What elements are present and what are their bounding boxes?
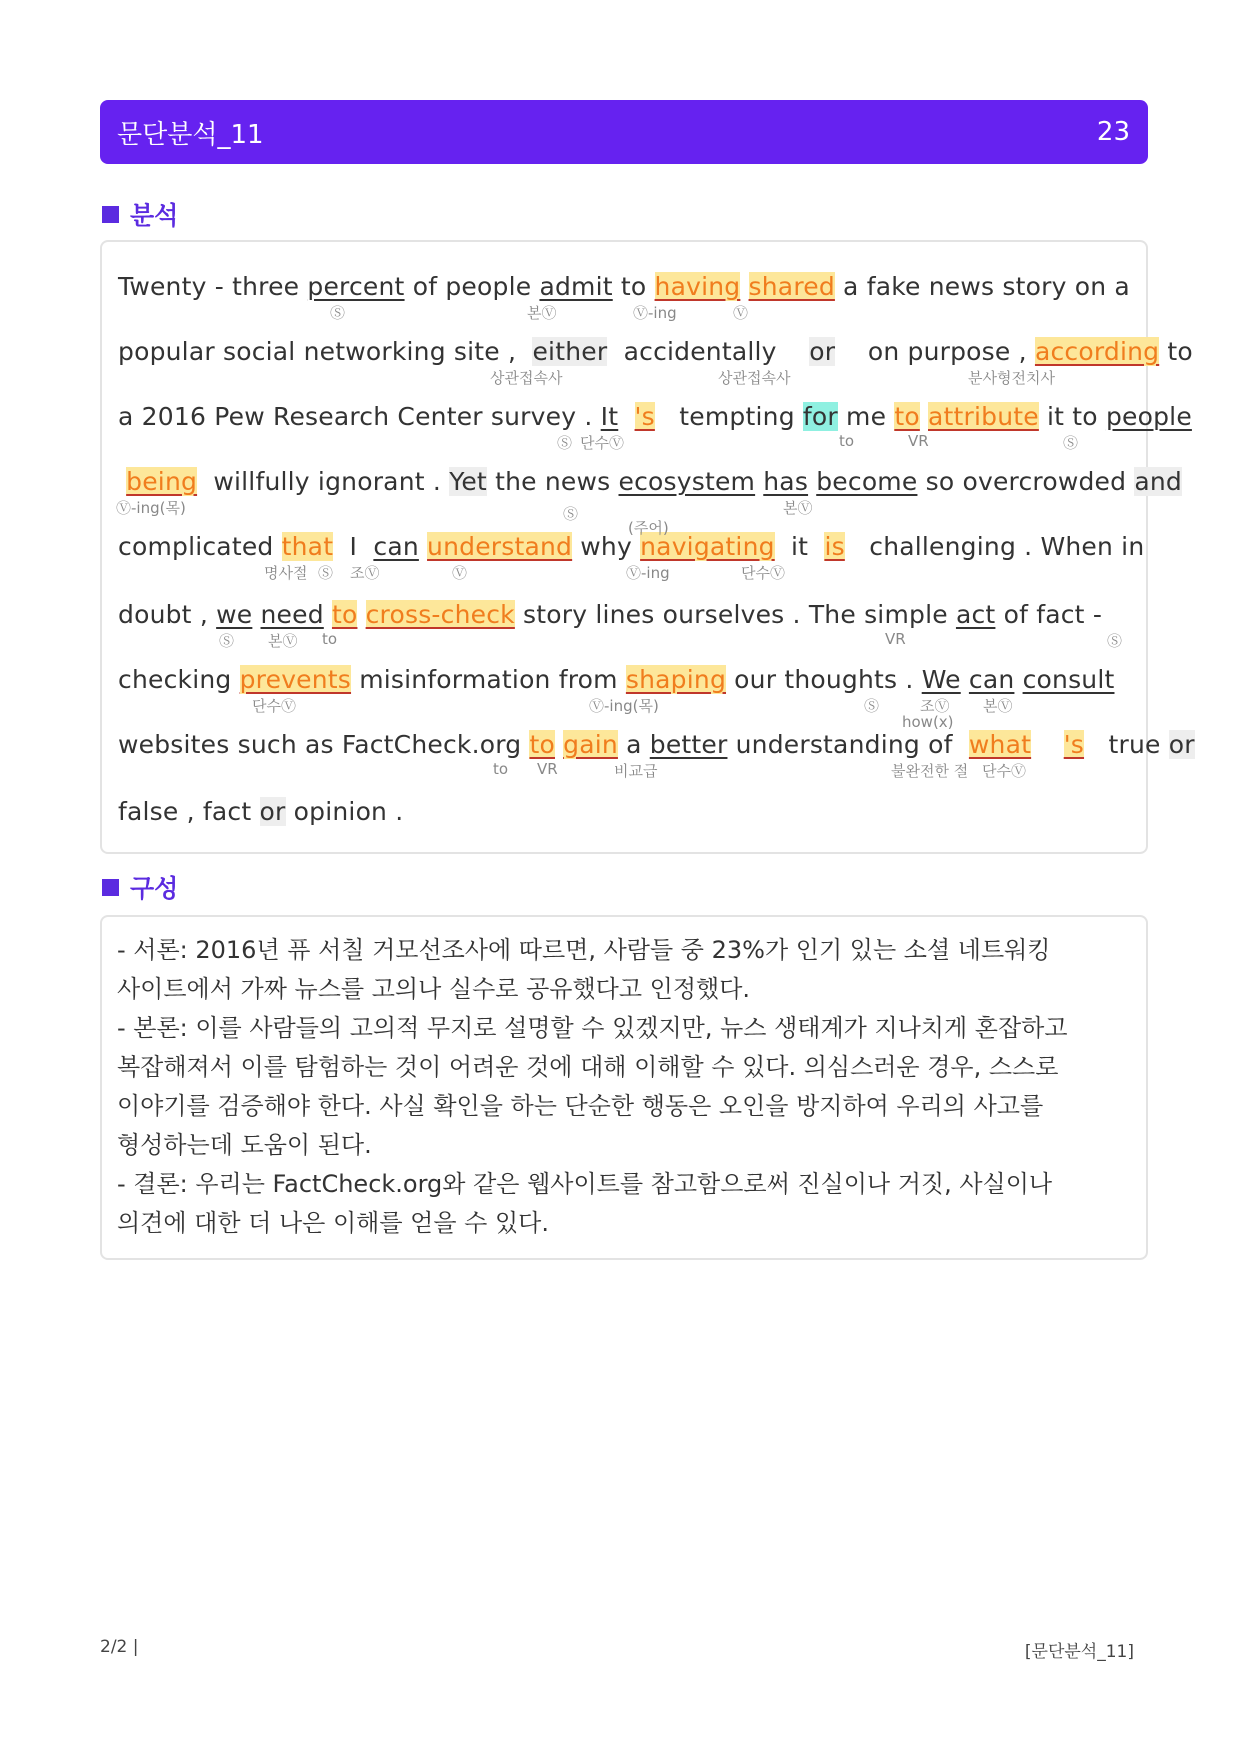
grammar-label: how(x) xyxy=(902,713,954,731)
text-run: so overcrowded xyxy=(917,467,1135,496)
text-run: on purpose , xyxy=(835,337,1035,366)
text-run: checking xyxy=(118,665,240,694)
grammar-label: Ⓥ xyxy=(452,564,468,582)
grammar-label: to xyxy=(839,432,855,450)
text-run: to xyxy=(1159,337,1193,366)
grammar-label: Ⓢ xyxy=(563,505,579,523)
marked-word: attribute xyxy=(928,402,1039,431)
marked-word: either xyxy=(532,337,608,366)
marked-word: has xyxy=(763,467,809,496)
grammar-label: VR xyxy=(885,630,906,648)
grammar-label: 비교급 xyxy=(614,762,658,780)
marked-word: percent xyxy=(307,272,405,301)
text-run: tempting xyxy=(654,402,803,431)
text-run: doubt , xyxy=(118,600,217,629)
text-run: a xyxy=(617,730,650,759)
grammar-label: Ⓥ xyxy=(733,304,749,322)
grammar-label: to xyxy=(322,630,338,648)
text-run xyxy=(357,600,365,629)
text-run: complicated xyxy=(118,532,282,561)
structure-line: 형성하는데 도움이 된다. xyxy=(117,1131,372,1159)
analysis-line xyxy=(118,337,1193,366)
page-title: 문단분석_11 xyxy=(117,119,264,150)
text-run: of fact - xyxy=(995,600,1103,629)
marked-word: become xyxy=(816,467,918,496)
grammar-label: 분사형전치사 xyxy=(968,369,1055,387)
analysis-line xyxy=(118,797,403,826)
text-run: me xyxy=(837,402,895,431)
marked-word: to xyxy=(529,730,555,759)
grammar-label: (주어) xyxy=(628,519,669,537)
text-run xyxy=(419,532,427,561)
text-run: why xyxy=(572,532,641,561)
analysis-line xyxy=(118,665,1114,694)
marked-word: being xyxy=(126,467,198,496)
grammar-label: Ⓢ xyxy=(318,564,334,582)
marked-word: can xyxy=(968,665,1015,694)
marked-word: understand xyxy=(427,532,573,561)
text-run xyxy=(1014,665,1022,694)
marked-word: to xyxy=(331,600,358,629)
text-run: challenging . When in xyxy=(844,532,1145,561)
marked-word: cross-check xyxy=(365,600,515,629)
footer-doc-label: [문단분석_11] xyxy=(1024,1642,1134,1662)
marked-word: need xyxy=(260,600,324,629)
marked-word: can xyxy=(373,532,419,561)
text-run xyxy=(618,402,634,431)
grammar-label: 단수Ⓥ xyxy=(580,434,624,452)
marked-word: consult xyxy=(1022,665,1115,694)
grammar-label: Ⓥ-ing(목) xyxy=(589,697,659,715)
marked-word: what xyxy=(968,730,1032,759)
marked-word: navigating xyxy=(640,532,775,561)
grammar-label: Ⓢ xyxy=(219,632,235,650)
text-run xyxy=(324,600,332,629)
marked-word: or xyxy=(259,797,286,826)
marked-word: ecosystem xyxy=(618,467,756,496)
text-run: understanding of xyxy=(727,730,969,759)
marked-word: shaping xyxy=(625,665,727,694)
grammar-label: Ⓥ-ing xyxy=(633,304,677,322)
grammar-label: 상관접속사 xyxy=(490,369,563,387)
structure-line: - 서론: 2016년 퓨 서칠 거모선조사에 따르면, 사람들 중 23%가 인기 있는 소셜 네트워킹 xyxy=(117,936,1051,964)
grammar-label: Ⓢ xyxy=(864,697,880,715)
text-run: false , fact xyxy=(118,797,260,826)
text-run xyxy=(740,272,748,301)
grammar-label: 명사절 xyxy=(264,564,308,582)
text-run: a 2016 Pew Research Center survey . xyxy=(118,402,601,431)
text-run xyxy=(118,467,126,496)
grammar-label: 조Ⓥ xyxy=(350,564,380,582)
marked-word: better xyxy=(649,730,728,759)
marked-word: It xyxy=(600,402,619,431)
marked-word: according xyxy=(1034,337,1160,366)
text-run xyxy=(920,402,928,431)
square-bullet-icon xyxy=(102,206,119,223)
marked-word: act xyxy=(955,600,996,629)
analysis-line xyxy=(118,272,1130,301)
text-run: the news xyxy=(486,467,619,496)
marked-word: having xyxy=(654,272,741,301)
text-run xyxy=(755,467,763,496)
grammar-label: 상관접속사 xyxy=(718,369,791,387)
marked-word: or xyxy=(809,337,836,366)
structure-line: 사이트에서 가짜 뉴스를 고의나 실수로 공유했다고 인정했다. xyxy=(117,975,751,1003)
structure-line: - 본론: 이를 사람들의 고의적 무지로 설명할 수 있겠지만, 뉴스 생태계가 지나치게 혼잡하고 xyxy=(117,1014,1068,1042)
text-run: our thoughts . xyxy=(726,665,922,694)
text-run xyxy=(555,730,563,759)
grammar-label: 본Ⓥ xyxy=(527,304,557,322)
grammar-label: 본Ⓥ xyxy=(268,632,298,650)
text-run: opinion . xyxy=(285,797,404,826)
grammar-label: 조Ⓥ xyxy=(920,697,950,715)
marked-word: we xyxy=(216,600,253,629)
text-run: a fake news story on a xyxy=(834,272,1130,301)
marked-word: and xyxy=(1134,467,1182,496)
grammar-label: to xyxy=(493,760,509,778)
text-run: misinformation from xyxy=(351,665,626,694)
grammar-label: Ⓢ xyxy=(1107,632,1123,650)
grammar-label: VR xyxy=(908,432,929,450)
grammar-label: 단수Ⓥ xyxy=(982,762,1026,780)
marked-word: gain xyxy=(563,730,618,759)
text-run: to xyxy=(612,272,655,301)
text-run: of people xyxy=(404,272,540,301)
section-structure-title: 구성 xyxy=(102,869,178,905)
text-run: willfully ignorant . xyxy=(197,467,450,496)
grammar-label: 단수Ⓥ xyxy=(252,697,296,715)
text-run xyxy=(252,600,260,629)
text-run: websites such as FactCheck.org xyxy=(118,730,530,759)
structure-line: 이야기를 검증해야 한다. 사실 확인을 하는 단순한 행동은 오인을 방지하여 우리의 사고를 xyxy=(117,1092,1044,1120)
structure-line: - 결론: 우리는 FactCheck.org와 같은 웹사이트를 참고함으로써 진실이나 거짓, 사실이나 xyxy=(117,1170,1053,1198)
structure-line: 복잡해져서 이를 탐험하는 것이 어려운 것에 대해 이해할 수 있다. 의심스러운 경우, 스스로 xyxy=(117,1053,1059,1081)
grammar-label: Ⓥ-ing(목) xyxy=(116,499,186,517)
analysis-line xyxy=(118,402,1192,431)
square-bullet-icon xyxy=(102,879,119,896)
analysis-line xyxy=(118,600,1102,629)
grammar-label: 본Ⓥ xyxy=(783,499,813,517)
marked-word: Yet xyxy=(449,467,487,496)
grammar-label: Ⓢ xyxy=(557,434,573,452)
text-run: story lines ourselves . The simple xyxy=(514,600,956,629)
text-run: accidentally xyxy=(607,337,810,366)
marked-word: people xyxy=(1105,402,1192,431)
marked-word: admit xyxy=(539,272,613,301)
text-run: true xyxy=(1084,730,1169,759)
marked-word: is xyxy=(824,532,845,561)
marked-word: to xyxy=(894,402,920,431)
text-run xyxy=(1031,730,1064,759)
marked-word: shared xyxy=(748,272,835,301)
structure-line: 의견에 대한 더 나은 이해를 얻을 수 있다. xyxy=(117,1209,549,1237)
section-analysis-title: 분석 xyxy=(102,196,178,232)
grammar-label: Ⓢ xyxy=(1063,434,1079,452)
marked-word: 's xyxy=(1063,730,1085,759)
grammar-label: 본Ⓥ xyxy=(983,697,1013,715)
text-run xyxy=(808,467,816,496)
marked-word: for xyxy=(802,402,838,431)
marked-word: that xyxy=(281,532,334,561)
analysis-line xyxy=(118,730,1195,759)
text-run: it xyxy=(774,532,825,561)
marked-word: prevents xyxy=(239,665,352,694)
page-header-bar xyxy=(100,100,1148,164)
text-run: it to xyxy=(1038,402,1106,431)
marked-word: or xyxy=(1168,730,1195,759)
grammar-label: Ⓥ-ing xyxy=(626,564,670,582)
page-number: 23 xyxy=(1096,117,1130,147)
text-run: I xyxy=(333,532,374,561)
marked-word: We xyxy=(921,665,961,694)
text-run xyxy=(961,665,969,694)
marked-word: 's xyxy=(634,402,655,431)
grammar-label: 불완전한 절 xyxy=(891,762,969,780)
text-run: popular social networking site , xyxy=(118,337,533,366)
grammar-label: Ⓢ xyxy=(330,304,346,322)
grammar-label: VR xyxy=(537,760,558,778)
text-run: Twenty - three xyxy=(118,272,308,301)
analysis-line xyxy=(118,467,1182,496)
footer-page-indicator: 2/2 | xyxy=(100,1637,139,1657)
grammar-label: 단수Ⓥ xyxy=(741,564,785,582)
